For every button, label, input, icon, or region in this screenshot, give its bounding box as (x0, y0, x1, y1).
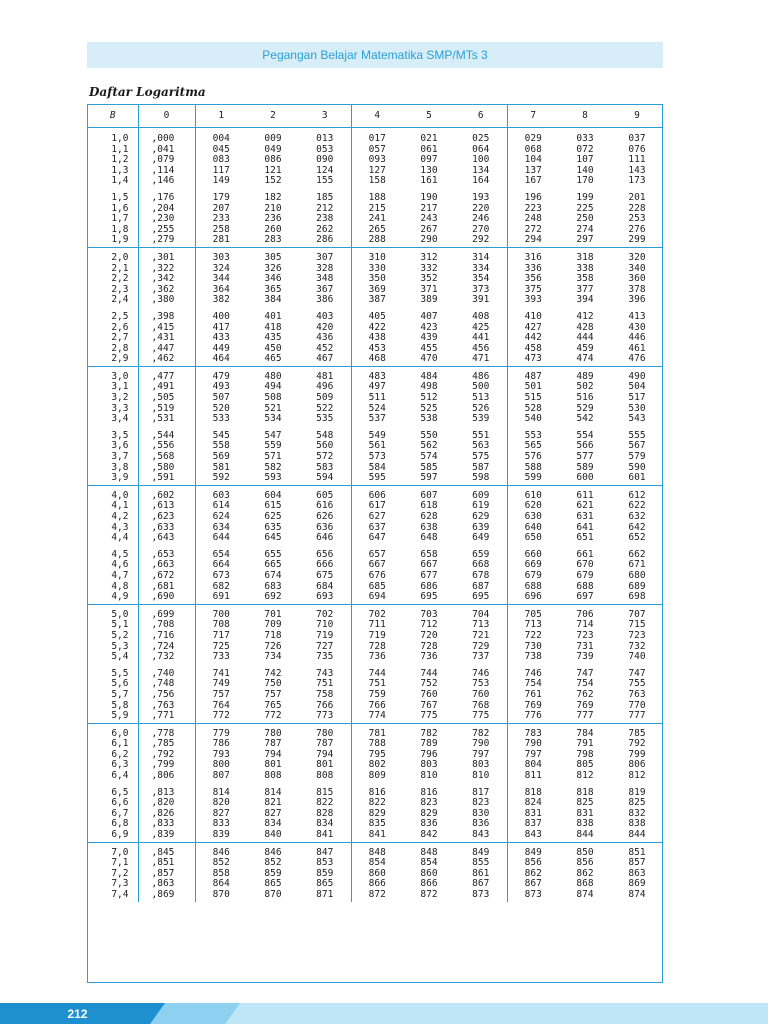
mantissa-cell: 747 755 763 770 777 (611, 664, 663, 723)
mantissa-cell: 307 328 348 367 386 (299, 247, 351, 306)
mantissa-cell: 196 223 248 272 294 (507, 188, 559, 247)
number-cell: 6,0 6,1 6,2 6,3 6,4 (88, 723, 138, 782)
mantissa-cell: ,398 ,415 ,431 ,447 ,462 (138, 307, 195, 366)
number-cell: 7,0 7,1 7,2 7,3 7,4 (88, 842, 138, 901)
mantissa-cell: 188 215 241 265 288 (351, 188, 403, 247)
mantissa-cell: 611 621 631 641 651 (576, 489, 594, 544)
table-row-group (88, 188, 663, 247)
mantissa-cell: 702 710 719 727 735 (299, 604, 351, 663)
mantissa-cell: 703 712 720 728 736 (420, 608, 438, 663)
mantissa-cell: 555 567 579 590 601 (611, 426, 663, 485)
mantissa-cell: 318 338 358 377 394 (576, 251, 594, 306)
mantissa-cell: 818 825 831 838 844 (559, 783, 611, 842)
mantissa-cell: 607 618 628 638 648 (420, 489, 438, 544)
mantissa-cell: ,602 ,613 ,623 ,633 ,643 (138, 485, 195, 544)
mantissa-cell: 489 502 516 529 542 (576, 370, 594, 425)
mantissa-cell: 743 751 758 766 773 (299, 664, 351, 723)
mantissa-cell: 785 792 799 806 812 (628, 727, 646, 782)
column-header: 8 (559, 105, 611, 128)
mantissa-cell: 021 061 097 130 161 (420, 133, 438, 187)
mantissa-cell: 782 790 797 803 810 (455, 723, 507, 782)
mantissa-cell: 312 332 352 371 389 (420, 251, 438, 306)
number-cell: 4,5 4,6 4,7 4,8 4,9 (88, 545, 138, 604)
mantissa-cell: 654 664 673 682 691 (195, 545, 247, 604)
mantissa-cell: 660 669 679 688 696 (507, 545, 559, 604)
number-cell: 1,0 1,1 1,2 1,3 1,4 (88, 128, 138, 188)
mantissa-cell: 481 496 509 522 535 (299, 366, 351, 425)
mantissa-cell: 783 790 797 804 811 (524, 727, 542, 782)
column-header: B (88, 105, 138, 128)
mantissa-cell: 704 713 721 729 737 (455, 604, 507, 663)
mantissa-cell: 818 824 831 837 843 (507, 783, 559, 842)
logarithm-table (88, 105, 663, 902)
column-header: 2 (247, 105, 299, 128)
mantissa-cell: 201 228 253 276 299 (611, 188, 663, 247)
mantissa-cell: 025 064 100 134 164 (455, 128, 507, 188)
mantissa-cell: 610 620 630 640 650 (524, 489, 542, 544)
mantissa-cell: 310 330 350 369 387 (368, 251, 386, 306)
mantissa-cell: 849 855 861 867 873 (455, 842, 507, 901)
mantissa-cell: 657 667 676 685 694 (351, 545, 403, 604)
logarithm-table-frame (87, 104, 663, 983)
mantissa-cell: 746 754 761 769 776 (507, 664, 559, 723)
mantissa-cell: 486 500 513 526 539 (455, 366, 507, 425)
mantissa-cell: 819 825 832 838 844 (611, 783, 663, 842)
mantissa-cell: 741 749 757 764 772 (195, 664, 247, 723)
mantissa-cell: 004 045 083 117 149 (212, 133, 230, 187)
mantissa-cell: ,845 ,851 ,857 ,863 ,869 (138, 842, 195, 901)
mantissa-cell: 848 854 860 866 872 (420, 846, 438, 900)
mantissa-cell: ,000 ,041 ,079 ,114 ,146 (138, 128, 195, 188)
mantissa-cell: 846 852 858 864 870 (212, 846, 230, 900)
column-header: 1 (195, 105, 247, 128)
table-row-group (88, 723, 663, 782)
mantissa-cell: 190 217 243 267 290 (403, 188, 455, 247)
table-row-group (88, 664, 663, 723)
mantissa-cell: 605 616 626 636 646 (299, 485, 351, 544)
mantissa-cell: 550 562 574 585 597 (403, 426, 455, 485)
mantissa-cell: 179 207 233 258 281 (195, 188, 247, 247)
mantissa-cell: 487 501 515 528 540 (524, 370, 542, 425)
mantissa-cell: 400 417 433 449 464 (195, 307, 247, 366)
mantissa-cell: 705 713 722 730 738 (524, 608, 542, 663)
number-cell: 3,0 3,1 3,2 3,3 3,4 (88, 366, 138, 425)
mantissa-cell: 185 212 238 262 286 (299, 188, 351, 247)
table-row-group (88, 485, 663, 544)
mantissa-cell: 551 563 575 587 598 (455, 426, 507, 485)
page-number: 212 (67, 1006, 88, 1021)
number-cell: 6,5 6,6 6,7 6,8 6,9 (88, 783, 138, 842)
mantissa-cell: 412 428 444 459 474 (559, 307, 611, 366)
mantissa-cell: 199 225 250 274 297 (559, 188, 611, 247)
table-row-group (88, 426, 663, 485)
mantissa-cell: 780 787 794 801 808 (299, 723, 351, 782)
mantissa-cell: 545 558 569 581 592 (195, 426, 247, 485)
mantissa-cell: 403 420 436 452 467 (299, 307, 351, 366)
mantissa-cell: 405 422 438 453 468 (351, 307, 403, 366)
mantissa-cell: 549 561 573 584 595 (351, 426, 403, 485)
mantissa-cell: 782 789 796 803 810 (420, 727, 438, 782)
mantissa-cell: 408 425 441 456 471 (455, 307, 507, 366)
mantissa-cell: 662 671 680 689 698 (611, 545, 663, 604)
mantissa-cell: 606 617 627 637 647 (368, 489, 386, 544)
table-header-row (88, 105, 663, 128)
mantissa-cell: 846 852 859 865 870 (264, 846, 282, 900)
mantissa-cell: ,653 ,663 ,672 ,681 ,690 (138, 545, 195, 604)
number-cell: 5,0 5,1 5,2 5,3 5,4 (88, 604, 138, 663)
mantissa-cell: 314 334 354 373 391 (455, 247, 507, 306)
mantissa-cell: 814 820 827 833 839 (195, 783, 247, 842)
mantissa-cell: 850 856 862 868 874 (576, 846, 594, 900)
mantissa-cell: 603 614 624 634 644 (212, 489, 230, 544)
mantissa-cell: 817 823 830 836 843 (455, 783, 507, 842)
mantissa-cell: 609 619 629 639 649 (455, 485, 507, 544)
mantissa-cell: 303 324 344 364 382 (212, 251, 230, 306)
mantissa-cell: 553 565 576 588 599 (507, 426, 559, 485)
table-row-group (88, 604, 663, 663)
number-cell: 2,0 2,1 2,2 2,3 2,4 (88, 247, 138, 306)
table-row-group (88, 307, 663, 366)
column-header: 4 (351, 105, 403, 128)
column-header: 7 (507, 105, 559, 128)
section-title: Daftar Logaritma (89, 85, 206, 99)
column-header: 3 (299, 105, 351, 128)
mantissa-cell: 742 750 757 765 772 (247, 664, 299, 723)
mantissa-cell: 410 427 442 458 473 (507, 307, 559, 366)
column-header: 9 (611, 105, 663, 128)
mantissa-cell: 604 615 625 635 645 (264, 489, 282, 544)
mantissa-cell: 815 822 828 834 841 (299, 783, 351, 842)
mantissa-cell: 658 667 677 686 695 (403, 545, 455, 604)
mantissa-cell: 747 754 762 769 777 (559, 664, 611, 723)
mantissa-cell: 017 057 093 127 158 (368, 133, 386, 187)
number-cell: 4,0 4,1 4,2 4,3 4,4 (88, 485, 138, 544)
mantissa-cell: 659 668 678 687 695 (455, 545, 507, 604)
mantissa-cell: 554 566 577 589 600 (559, 426, 611, 485)
mantissa-cell: 784 791 798 805 812 (576, 727, 594, 782)
table-row-group (88, 247, 663, 306)
mantissa-cell: 013 053 090 124 155 (299, 128, 351, 188)
mantissa-cell: 548 560 572 583 594 (299, 426, 351, 485)
mantissa-cell: 847 853 859 865 871 (299, 842, 351, 901)
mantissa-cell: 547 559 571 582 593 (247, 426, 299, 485)
table-row-group (88, 842, 663, 901)
mantissa-cell: ,813 ,820 ,826 ,833 ,839 (138, 783, 195, 842)
mantissa-cell: 814 821 827 834 840 (247, 783, 299, 842)
mantissa-cell: 037 076 111 143 173 (628, 133, 646, 187)
mantissa-cell: 746 753 760 768 775 (455, 664, 507, 723)
table-row-group (88, 128, 663, 188)
mantissa-cell: 480 494 508 521 534 (264, 370, 282, 425)
mantissa-cell: 661 670 679 688 697 (559, 545, 611, 604)
number-cell: 2,5 2,6 2,7 2,8 2,9 (88, 307, 138, 366)
table-body (88, 128, 663, 902)
mantissa-cell: 848 854 860 866 872 (368, 846, 386, 900)
mantissa-cell: 483 497 511 524 537 (368, 370, 386, 425)
mantissa-cell: 744 751 759 766 774 (351, 664, 403, 723)
mantissa-cell: 851 857 863 869 874 (628, 846, 646, 900)
mantissa-cell: 401 418 435 450 465 (247, 307, 299, 366)
mantissa-cell: 744 752 760 767 775 (403, 664, 455, 723)
table-row-group (88, 783, 663, 842)
mantissa-cell: 655 665 674 683 692 (247, 545, 299, 604)
mantissa-cell: 407 423 439 455 470 (403, 307, 455, 366)
mantissa-cell: 413 430 446 461 476 (611, 307, 663, 366)
number-cell: 5,5 5,6 5,7 5,8 5,9 (88, 664, 138, 723)
book-title: Pegangan Belajar Matematika SMP/MTs 3 (262, 48, 488, 62)
mantissa-cell: ,477 ,491 ,505 ,519 ,531 (138, 366, 195, 425)
mantissa-cell: 490 504 517 530 543 (628, 370, 646, 425)
mantissa-cell: 779 786 793 800 807 (212, 727, 230, 782)
mantissa-cell: 479 493 507 520 533 (212, 370, 230, 425)
mantissa-cell: 707 715 723 732 740 (628, 608, 646, 663)
mantissa-cell: 316 336 356 375 393 (524, 251, 542, 306)
mantissa-cell: 701 709 718 726 734 (264, 608, 282, 663)
column-header: 6 (455, 105, 507, 128)
mantissa-cell: 816 823 829 836 842 (403, 783, 455, 842)
mantissa-cell: 009 049 086 121 152 (264, 133, 282, 187)
mantissa-cell: 484 498 512 525 538 (420, 370, 438, 425)
table-row-group (88, 545, 663, 604)
number-cell: 3,5 3,6 3,7 3,8 3,9 (88, 426, 138, 485)
mantissa-cell: ,301 ,322 ,342 ,362 ,380 (138, 247, 195, 306)
mantissa-cell: 193 220 246 270 292 (455, 188, 507, 247)
mantissa-cell: 706 714 723 731 739 (576, 608, 594, 663)
mantissa-cell: 702 711 719 728 736 (368, 608, 386, 663)
mantissa-cell: 816 822 829 835 841 (351, 783, 403, 842)
mantissa-cell: 182 210 236 260 283 (247, 188, 299, 247)
column-header: 0 (138, 105, 195, 128)
mantissa-cell: ,740 ,748 ,756 ,763 ,771 (138, 664, 195, 723)
mantissa-cell: 612 622 632 642 652 (628, 489, 646, 544)
mantissa-cell: 033 072 107 140 170 (576, 133, 594, 187)
mantissa-cell: ,544 ,556 ,568 ,580 ,591 (138, 426, 195, 485)
mantissa-cell: ,699 ,708 ,716 ,724 ,732 (138, 604, 195, 663)
table-row-group (88, 366, 663, 425)
page-header-band (87, 42, 663, 68)
mantissa-cell: 781 788 795 802 809 (368, 727, 386, 782)
mantissa-cell: 700 708 717 725 733 (212, 608, 230, 663)
mantissa-cell: 305 326 346 365 384 (264, 251, 282, 306)
mantissa-cell: ,778 ,785 ,792 ,799 ,806 (138, 723, 195, 782)
mantissa-cell: 320 340 360 378 396 (628, 251, 646, 306)
mantissa-cell: ,176 ,204 ,230 ,255 ,279 (138, 188, 195, 247)
mantissa-cell: 656 666 675 684 693 (299, 545, 351, 604)
number-cell: 1,5 1,6 1,7 1,8 1,9 (88, 188, 138, 247)
mantissa-cell: 849 856 862 867 873 (524, 846, 542, 900)
mantissa-cell: 780 787 794 801 808 (264, 727, 282, 782)
mantissa-cell: 029 068 104 137 167 (524, 133, 542, 187)
column-header: 5 (403, 105, 455, 128)
